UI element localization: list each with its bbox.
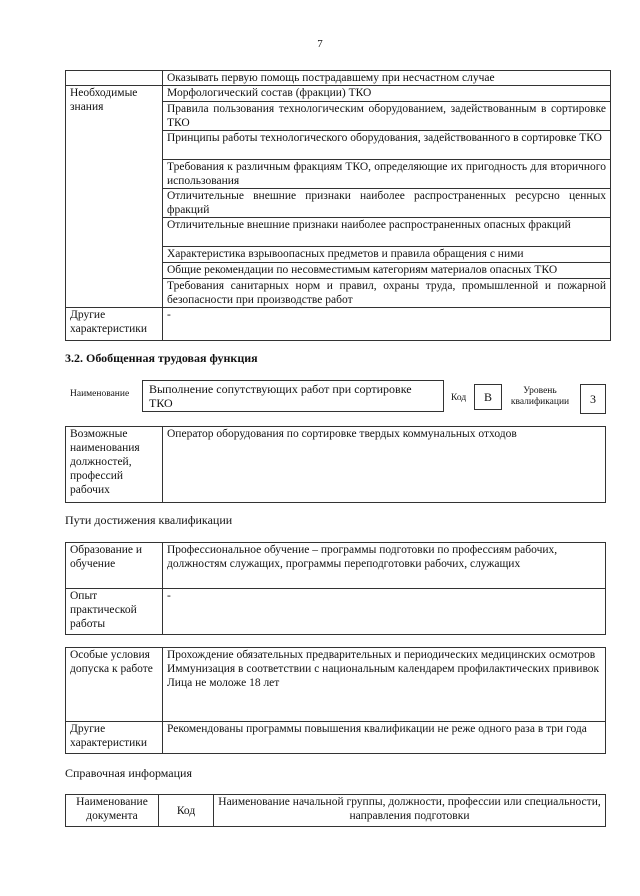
positions-label: Возможные наименования должностей, профессий рабочих <box>66 427 163 503</box>
section-title: 3.2. Обобщенная трудовая функция <box>65 351 258 365</box>
knowledge-item: Отличительные внешние признаки наиболее распространенных ресурсно ценных фракций <box>163 189 611 218</box>
conditions-label: Особые условия допуска к работе <box>66 648 163 722</box>
conditions-table <box>65 647 606 754</box>
knowledge-item: Требования санитарных норм и правил, охраны труда, промышленной и пожарной безопасности при производстве работ <box>163 279 611 308</box>
function-name-box <box>142 380 444 412</box>
knowledge-item: Требования к различным фракциям ТКО, определяющие их пригодность для вторичного использования <box>163 160 611 189</box>
conditions-other-value: Рекомендованы программы повышения квалификации не реже одного раза в три года <box>163 722 606 754</box>
qualification-title: Пути достижения квалификации <box>65 513 233 527</box>
experience-label: Опыт практической работы <box>66 589 163 635</box>
qualification-table <box>65 542 606 635</box>
col-code: Код <box>159 795 214 827</box>
positions-table <box>65 426 606 503</box>
conditions-other-label: Другие характеристики <box>66 722 163 754</box>
knowledge-item: Принципы работы технологического оборудования, задействованного в сортировке ТКО <box>163 131 611 160</box>
knowledge-item: Отличительные внешние признаки наиболее распространенных опасных фракций <box>163 218 611 247</box>
table-cell: Оказывать первую помощь пострадавшему при несчастном случае <box>163 71 611 86</box>
name-label: Наименование <box>70 389 130 399</box>
code-label: Код <box>451 393 467 403</box>
knowledge-item: Морфологический состав (фракции) ТКО <box>163 86 611 102</box>
code-box <box>474 384 502 410</box>
reference-table <box>65 794 606 827</box>
other-value: - <box>163 308 611 341</box>
col-doc: Наименование документа <box>66 795 159 827</box>
conditions-items <box>163 648 606 722</box>
knowledge-table <box>65 70 611 341</box>
level-label: Уровень квалификации <box>510 386 570 407</box>
condition-item: Лица не моложе 18 лет <box>167 677 280 689</box>
education-value: Профессиональное обучение – программы подготовки по профессиям рабочих, должностям служащих, программы переподготовки рабочих, служащих <box>163 543 606 589</box>
knowledge-item: Общие рекомендации по несовместимым категориям материалов опасных ТКО <box>163 263 611 279</box>
experience-value: - <box>163 589 606 635</box>
other-label: Другие характеристики <box>66 308 163 341</box>
education-label: Образование и обучение <box>66 543 163 589</box>
level-value: 3 <box>590 392 596 406</box>
function-name: Выполнение сопутствующих работ при сортировке ТКО <box>149 382 412 410</box>
code-value: В <box>483 390 492 404</box>
knowledge-item: Правила пользования технологическим оборудованием, задействованным в сортировке ТКО <box>163 102 611 131</box>
knowledge-label: Необходимые знания <box>66 86 163 308</box>
level-box <box>580 384 606 414</box>
positions-value: Оператор оборудования по сортировке твердых коммунальных отходов <box>163 427 606 503</box>
page-number: 7 <box>317 38 323 50</box>
condition-item: Прохождение обязательных предварительных и периодических медицинских осмотров <box>167 649 596 661</box>
condition-item: Иммунизация в соответствии с национальным календарем профилактических прививок <box>167 663 600 675</box>
col-name: Наименование начальной группы, должности, профессии или специальности, направления подготовки <box>214 795 606 827</box>
reference-title: Справочная информация <box>65 766 192 780</box>
knowledge-item: Характеристика взрывоопасных предметов и правила обращения с ними <box>163 247 611 263</box>
empty-cell <box>66 71 163 86</box>
